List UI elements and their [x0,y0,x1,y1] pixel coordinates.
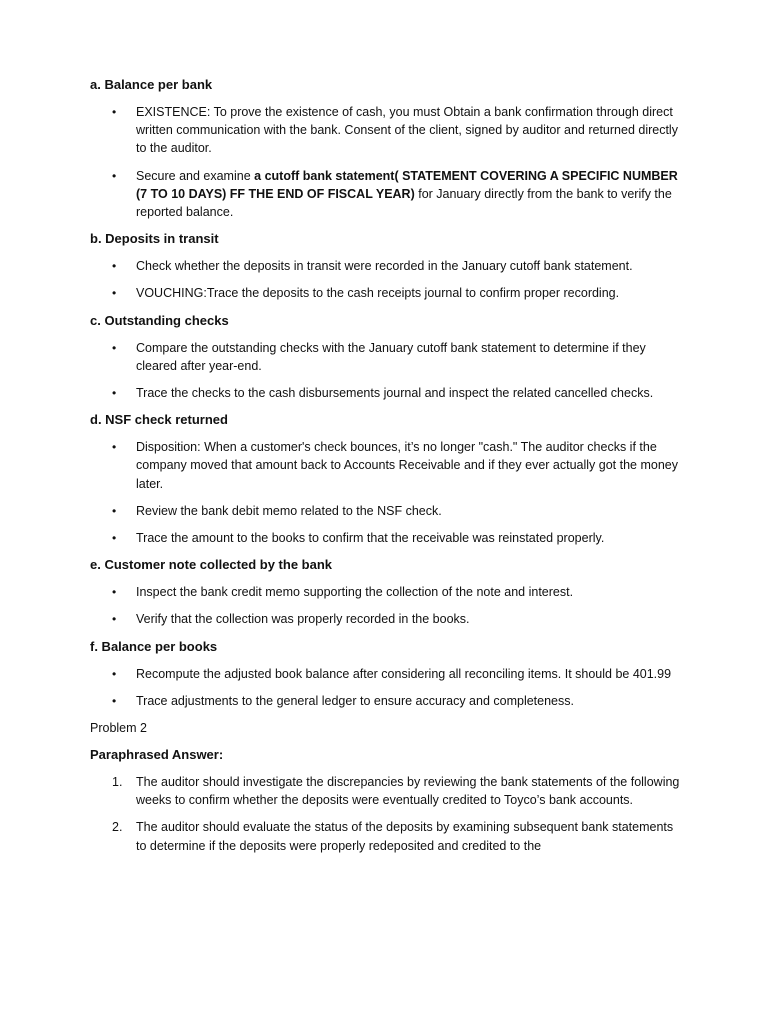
bullet-marker: • [112,585,117,600]
list-item-text-bold: a cutoff bank statement( STATEMENT COVERING A SPECIFIC NUMBER (7 TO 10 DAYS) FF THE END OF FISCAL YEAR) [136,168,678,201]
bullet-marker: • [112,666,117,681]
list-item [90,257,682,275]
numbered-answer-list [90,773,682,855]
problem-label: Problem 2 [90,721,147,736]
list-item-text: Disposition: When a customer's check bounces, it’s no longer "cash." The auditor checks if the company moved that amount back to Accounts Receivable and if they ever actually got the money later. [136,440,678,491]
bullet-marker: • [112,168,117,183]
number-marker: 2. [112,820,123,835]
list-item [90,773,682,809]
list-item [90,103,682,158]
bullet-marker: • [112,440,117,455]
bullet-list-balance-per-books [90,665,682,710]
bullet-marker: • [112,386,117,401]
bullet-list-balance-per-bank [90,103,682,221]
list-item-text: Trace the amount to the books to confirm that the receivable was reinstated properly. [136,531,605,546]
list-item-text: The auditor should evaluate the status of the deposits by examining subsequent bank statements to determine if the deposits were properly redeposited and credited to the [136,820,674,853]
list-item-text: Compare the outstanding checks with the January cutoff bank statement to determine if they cleared after year-end. [136,340,646,373]
section-heading-nsf-check-returned: d. NSF check returned [90,412,228,428]
bullet-marker: • [112,340,117,355]
section-heading-customer-note: e. Customer note collected by the bank [90,557,332,573]
section-heading-balance-per-books: f. Balance per books [90,638,218,654]
list-item-text: Trace adjustments to the general ledger to ensure accuracy and completeness. [136,693,574,708]
bullet-marker: • [112,612,117,627]
list-item [90,529,682,547]
list-item-text: Recompute the adjusted book balance after considering all reconciling items. It should be 401.99 [136,666,672,681]
paraphrased-answer-heading: Paraphrased Answer: [90,747,224,763]
bullet-list-customer-note [90,583,682,628]
bullet-marker: • [112,259,117,274]
list-item [90,665,682,683]
bullet-list-deposits-in-transit [90,257,682,302]
bullet-marker: • [112,531,117,546]
list-item-text: Trace the checks to the cash disbursements journal and inspect the related cancelled checks. [136,386,654,401]
list-item [90,384,682,402]
section-heading-outstanding-checks: c. Outstanding checks [90,312,229,328]
list-item [90,583,682,601]
number-marker: 1. [112,775,123,790]
bullet-list-nsf-check-returned [90,438,682,547]
list-item [90,167,682,222]
list-item [90,692,682,710]
document-page [90,76,682,864]
section-heading-balance-per-bank: a. Balance per bank [90,77,213,92]
list-item-text: Review the bank debit memo related to the NSF check. [136,503,442,518]
bullet-marker: • [112,286,117,301]
bullet-marker: • [112,105,117,119]
bullet-marker: • [112,693,117,708]
list-item-text-post: for January directly from the bank to verify the reported balance. [136,186,672,220]
list-item-text: Verify that the collection was properly recorded in the books. [136,612,470,627]
list-item [90,502,682,520]
bullet-marker: • [112,503,117,518]
list-item [90,438,682,493]
list-item-text-pre: Secure and examine [136,168,255,183]
list-item [90,610,682,628]
list-item-text: EXISTENCE: To prove the existence of cash, you must Obtain a bank confirmation through direct written communication with the bank. Consent of the client, signed by auditor and returned directly to the auditor. [136,105,678,156]
section-heading-deposits-in-transit: b. Deposits in transit [90,231,219,247]
list-item-text: Inspect the bank credit memo supporting the collection of the note and interest. [136,585,574,600]
bullet-list-outstanding-checks [90,339,682,403]
list-item-text: VOUCHING:Trace the deposits to the cash receipts journal to confirm proper recording. [136,286,620,301]
list-item [90,339,682,375]
list-item [90,818,682,854]
list-item [90,284,682,302]
list-item-text: Check whether the deposits in transit were recorded in the January cutoff bank statement. [136,259,633,274]
list-item-text: The auditor should investigate the discrepancies by reviewing the bank statements of the following weeks to confirm whether the deposits were eventually credited to Toyco’s bank accounts. [136,775,680,808]
